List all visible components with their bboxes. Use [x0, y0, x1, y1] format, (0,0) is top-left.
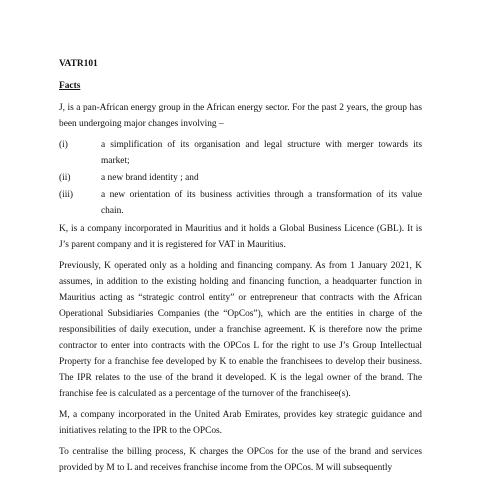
paragraph-uae-company: M, a company incorporated in the United Arab Emirates, provides key strategic guidance and initiatives relating to the IPR to the OPCos. [59, 410, 422, 436]
list-item-number: (i) [59, 140, 68, 150]
paragraph-group-intro: J, is a pan-African energy group in the African energy sector. For the past 2 years, the group has been undergoing major changes involving – [59, 103, 422, 129]
list-item-text: a new orientation of its business activities through a transformation of its value chain. [101, 190, 422, 216]
list-item-number: (iii) [59, 190, 74, 200]
changes-list [59, 137, 422, 219]
document-page [59, 56, 422, 481]
list-item-text: a new brand identity ; and [101, 173, 199, 183]
paragraph-headquarter-function: Previously, K operated only as a holding and financing company. As from 1 January 2021, K assumes, in addition to the existing holding and financing function, a headquarter function in Mauritius acting as “strategic control entity” or entrepreneur that contracts with the African Operational Subsidiaries Companies (the “OpCos”), which are the entities in charge of the responsibilities of daily execution, under a franchise agreement. K is therefore now the prime contractor to enter into contracts with the OPCos L for the right to use J’s Group Intellectual Property for a franchise fee developed by K to enable the franchisees to develop their business. The IPR relates to the use of the brand it developed. K is the legal owner of the brand. The franchise fee is calculated as a percentage of the turnover of the franchisee(s). [59, 261, 422, 399]
paragraph-parent-company: K, is a company incorporated in Mauritius and it holds a Global Business Licence (GBL). It is J’s parent company and it is registered for VAT in Mauritius. [59, 224, 422, 250]
list-item [59, 187, 422, 219]
list-item [59, 137, 422, 169]
paragraph-billing-process: To centralise the billing process, K charges the OPCos for the use of the brand and services provided by M to L and receives franchise income from the OPCos. M will subsequently [59, 447, 422, 473]
document-code: VATR101 [59, 59, 98, 69]
list-item [59, 170, 422, 186]
section-heading-facts: Facts [59, 81, 81, 91]
list-item-text: a simplification of its organisation and legal structure with merger towards its market; [101, 140, 422, 166]
list-item-number: (ii) [59, 173, 71, 183]
